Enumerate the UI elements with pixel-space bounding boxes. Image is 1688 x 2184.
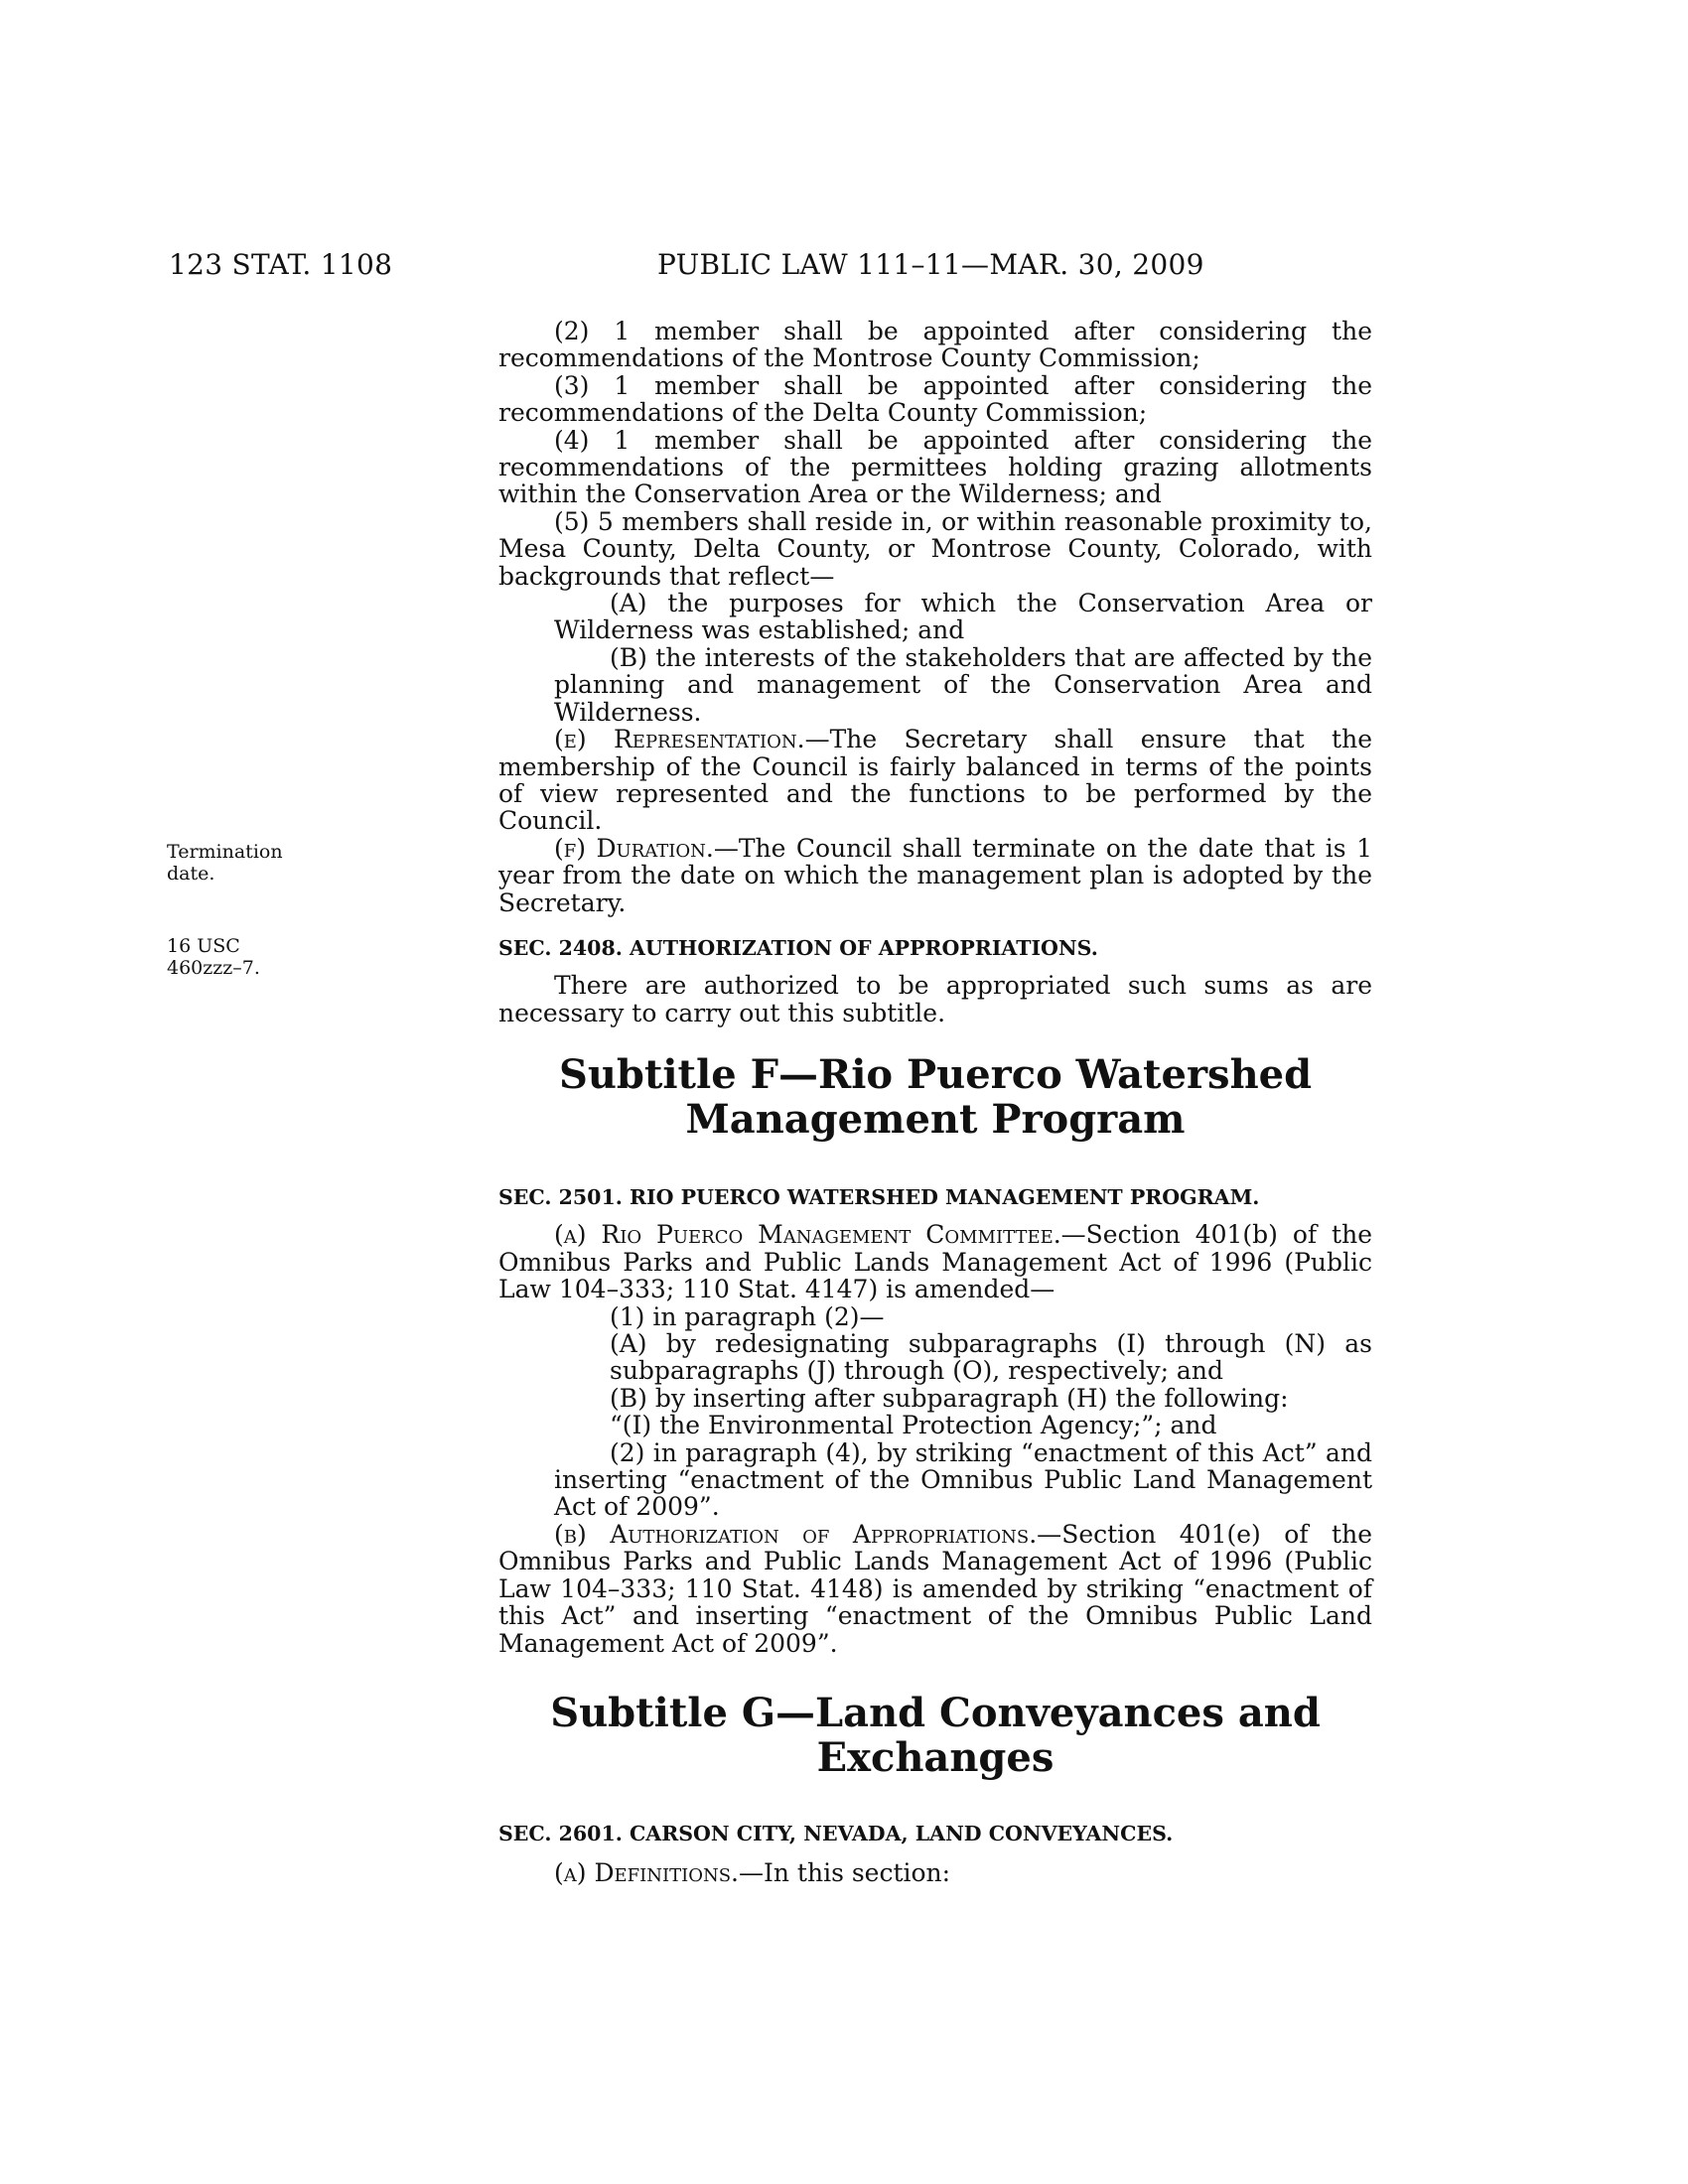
subsection-a xyxy=(498,1221,1372,1302)
subparagraph-b: (B) by inserting after subparagraph (H) the following: xyxy=(610,1383,1289,1413)
subsection-f-label: (f) Duration.— xyxy=(554,833,739,863)
subsection-b-text: Section 401(e) of the Omnibus Parks and Public Lands Management Act of 1996 (Public Law 104–333; 110 Stat. 4148) is amended by striking “enactment of this Act” and inserting “enactment of the Omnibus Public Land Management Act of 2009”. xyxy=(498,1519,1372,1658)
subtitle-f-line2: Management Program xyxy=(685,1096,1186,1143)
paragraph-2: (2) 1 member shall be appointed after considering the recommendations of the Montrose County Commission; xyxy=(498,317,1372,373)
section-2408-heading: SEC. 2408. AUTHORIZATION OF APPROPRIATIONS. xyxy=(498,936,1098,960)
paragraph-2: (2) in paragraph (4), by striking “enactment of this Act” and inserting “enactment of the Omnibus Public Land Management Act of 2009”. xyxy=(554,1437,1372,1522)
subparagraph-b: (B) the interests of the stakeholders that are affected by the planning and management of the Conservation Area and Wilderness. xyxy=(554,642,1372,727)
subtitle-f-line1: Subtitle F—Rio Puerco Watershed xyxy=(558,1051,1313,1098)
paragraph-3: (3) 1 member shall be appointed after considering the recommendations of the Delta County Commission; xyxy=(498,370,1372,428)
margin-note-usc: 16 USC 460zzz–7. xyxy=(167,935,260,979)
subsection-a-label: (a) Rio Puerco Management Committee.— xyxy=(554,1220,1086,1250)
subtitle-f-heading xyxy=(498,1052,1372,1142)
subparagraph-a: (A) by redesignating subparagraphs (I) through (N) as subparagraphs (J) through (O), respectively; and xyxy=(610,1329,1372,1386)
subsection-b xyxy=(498,1521,1372,1657)
definitions-label: (a) Definitions.— xyxy=(554,1858,764,1888)
section-2408-text: There are authorized to be appropriated such sums as are necessary to carry out this subtitle. xyxy=(498,971,1372,1027)
subsection-e-text: The Secretary shall ensure that the membership of the Council is fairly balanced in terms of the points of view represented and the functions to be performed by the Council. xyxy=(498,725,1372,836)
page-stat-number: 123 STAT. 1108 xyxy=(169,248,393,281)
section-2601-heading: SEC. 2601. CARSON CITY, NEVADA, LAND CONVEYANCES. xyxy=(498,1822,1174,1845)
subsection-a-definitions xyxy=(498,1859,1372,1886)
subsection-e xyxy=(498,726,1372,835)
section-2501 xyxy=(498,1184,1372,1657)
subsection-b-label: (b) Authorization of Appropriations.— xyxy=(554,1519,1062,1549)
paragraph-4: (4) 1 member shall be appointed after considering the recommendations of the permittees holding grazing allotments within the Conservation Area or the Wilderness; and xyxy=(498,425,1372,509)
subtitle-g-line2: Exchanges xyxy=(816,1734,1055,1781)
subtitle-g-heading xyxy=(498,1691,1372,1780)
running-header: PUBLIC LAW 111–11—MAR. 30, 2009 xyxy=(657,248,1204,281)
paragraph-1: (1) in paragraph (2)— xyxy=(610,1301,885,1331)
quoted-insertion: “(I) the Environmental Protection Agency;”; and xyxy=(610,1411,1217,1440)
section-2601 xyxy=(498,1821,1372,1887)
paragraph-5: (5) 5 members shall reside in, or within reasonable proximity to, Mesa County, Delta County, or Montrose County, Colorado, with backgrounds that reflect— xyxy=(498,506,1372,591)
section-2408 xyxy=(498,935,1372,1026)
margin-note-termination: Termination date. xyxy=(167,841,283,885)
subsection-f xyxy=(498,835,1372,916)
council-membership-block xyxy=(498,318,1372,916)
subsection-e-label: (e) Representation.— xyxy=(554,725,830,754)
section-2501-heading: SEC. 2501. RIO PUERCO WATERSHED MANAGEMENT PROGRAM. xyxy=(498,1185,1260,1209)
subtitle-g-line1: Subtitle G—Land Conveyances and xyxy=(550,1690,1321,1736)
subparagraph-a: (A) the purposes for which the Conservation Area or Wilderness was established; and xyxy=(554,589,1372,645)
subsection-a-text: Section 401(b) of the Omnibus Parks and Public Lands Management Act of 1996 (Public Law 104–333; 110 Stat. 4147) is amended— xyxy=(498,1220,1372,1304)
subsection-f-text: The Council shall terminate on the date that is 1 year from the date on which the management plan is adopted by the Secretary. xyxy=(498,833,1373,917)
definitions-text: In this section: xyxy=(764,1858,951,1888)
